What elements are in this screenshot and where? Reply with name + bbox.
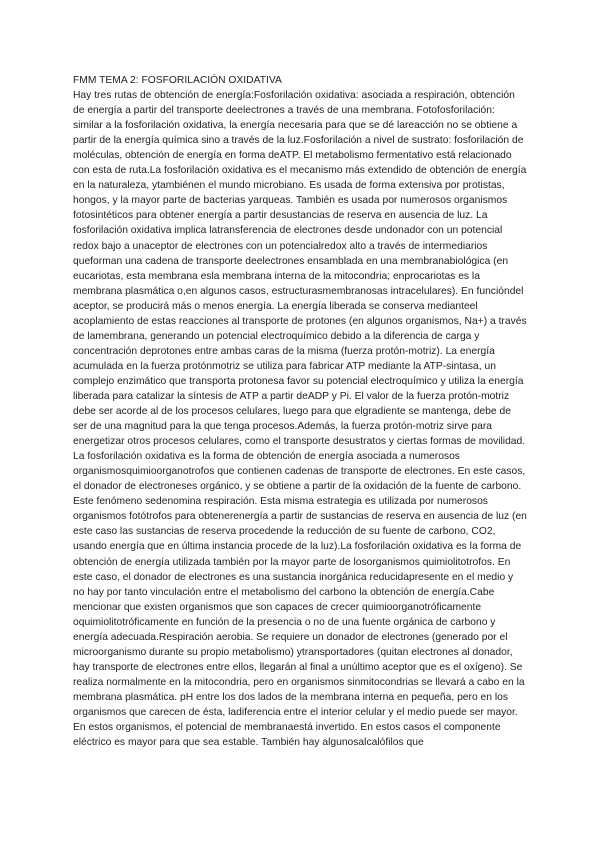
document-title: FMM TEMA 2: FOSFORILACIÓN OXIDATIVA [73, 75, 282, 86]
document-body: Hay tres rutas de obtención de energía:Fosforilación oxidativa: asociada a respiración, obtención de energía a partir del transporte deelectrones a través de una membrana. Fotofosforilación: similar a la fosforilación oxidativa, la energía necesaria para que se dé lareacción no se obtiene a partir de la energía química sino a través de la luz.Fosforilación a nivel de sustrato: fosforilación de moléculas, obtención de energía en forma deATP. El metabolismo fermentativo está relacionado con esta de ruta.La fosforilación oxidativa es el mecanismo más extendido de obtención de energía en la naturaleza, ytambiénen el mundo microbiano. Es usada de forma extensiva por protistas, hongos, y la mayor parte de bacterias yarqueas. También es usada por numerosos organismos fotosintéticos para obtener energía a partir desustancias de reserva en ausencia de luz. La fosforilación oxidativa implica latransferencia de electrones desde undonador con un potencial redox bajo a unaceptor de electrones con un potencialredox alto a través de intermediarios queforman una cadena de transporte deelectrones ensamblada en una membranabiológica (en eucariotas, esta membrana esla membrana interna de la mitocondria; enprocariotas es la membrana plasmática o,en algunos casos, estructurasmembranosas intracelulares). En funcióndel aceptor, se producirá más o menos energía. La energía liberada se conserva medianteel acoplamiento de estas reacciones al transporte de protones (en algunos organismos, Na+) a través de lamembrana, generando un potencial electroquímico debido a la diferencia de carga y concentración deprotones entre ambas caras de la misma (fuerza protón-motriz). La energía acumulada en la fuerza protónmotriz se utiliza para fabricar ATP mediante la ATP-sintasa, un complejo enzimático que transporta protonesa favor su potencial electroquímico y utiliza la energía liberada para catalizar la síntesis de ATP a partir deADP y Pi. El valor de la fuerza protón-motriz debe ser acorde al de los procesos celulares, luego para que elgradiente se mantenga, debe de ser de una magnitud para la que tenga procesos.Además, la fuerza protón-motriz sirve para energetizar otros procesos celulares, como el transporte desustratos y ciertas formas de movilidad. La fosforilación oxidativa es la forma de obtención de energía asociada a numerosos organismosquimioorganotrofos que contienen cadenas de transporte de electrones. En este casos, el donador de electroneses orgánico, y se obtiene a partir de la oxidación de la fuente de carbono. Este fenómeno sedenomina respiración. Esta misma estrategia es utilizada por numerosos organismos fotótrofos para obtenerenergía a partir de sustancias de reserva en ausencia de luz (en este caso las sustancias de reserva procedende la reducción de su fuente de carbono, CO2, usando energía que en última instancia procede de la luz).La fosforilación oxidativa es la forma de obtención de energía utilizada también por la mayor parte de losorganismos quimiolitotrofos. En este caso, el donador de electrones es una sustancia inorgánica reducidapresente en el medio y no hay por tanto vinculación entre el metabolismo del carbono la obtención de energía.Cabe mencionar que existen organismos que son capaces de crecer quimioorganotróficamente oquimiolitotróficamente en función de la presencia o no de una fuente orgánica de carbono y energía adecuada.Respiración aerobia. Se requiere un donador de electrones (generado por el microorganismo durante su propio metabolismo) ytransportadores (quitan electrones al donador, hay transporte de electrones entre ellos, llegarán al final a unúltimo aceptor que es el oxígeno). Se realiza normalmente en la mitocondria, pero en organismos sinmitocondrias se llevará a cabo en la membrana plasmática. pH entre los dos lados de la membrana interna en pequeña, pero en los organismos que carecen de ésta, ladiferencia entre el interior celular y el medio puede ser mayor. En estos organismos, el potencial de membranaestá invertido. En estos casos el componente eléctrico es mayor para que sea estable. También hay algunosalcalófilos que [73, 90, 527, 749]
document-page [73, 73, 527, 750]
